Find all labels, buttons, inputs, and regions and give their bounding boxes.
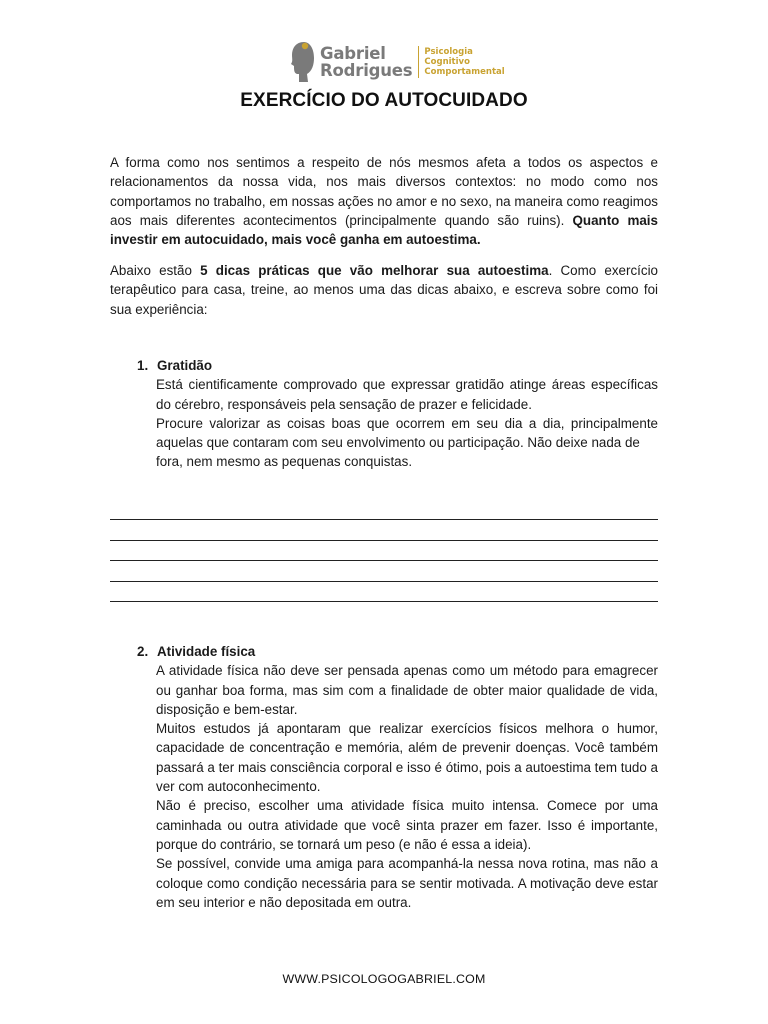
tip-paragraph: Procure valorizar as coisas boas que ocorrem em seu dia a dia, principalmente aquelas que contaram com seu envolvimento ou participação. Não deixe nada de: [156, 415, 658, 451]
page-title: EXERCÍCIO DO AUTOCUIDADO: [240, 90, 528, 111]
intro-paragraph-2-bold: 5 dicas práticas que vão melhorar sua autoestima: [200, 263, 549, 278]
intro-paragraph-1: [110, 153, 658, 249]
answer-line[interactable]: [110, 541, 658, 561]
tip-paragraph: Muitos estudos já apontaram que realizar exercícios físicos melhora o humor, capacidade de concentração e memória, além de prevenir doenças. Você também passará a ter mais consciência corporal e isso é ótimo, pois a autoestima tem tudo a ver com autoconhecimento.: [156, 721, 658, 795]
brand-logo: [288, 40, 505, 84]
tip-number: 1.: [137, 358, 149, 373]
intro-paragraph-2-start: Abaixo estão: [110, 263, 201, 278]
intro-paragraph-2-end: . Como exercício terapêutico para casa, treine, ao menos uma das dicas abaixo, e escreva sobre como foi sua experiência:: [110, 263, 658, 317]
logo-name: [320, 45, 412, 79]
logo-tag-line-2: Cognitivo: [424, 57, 470, 67]
answer-line[interactable]: [110, 500, 658, 520]
tip-body: [156, 661, 658, 912]
logo-tag-line-3: Comportamental: [424, 67, 505, 77]
intro-paragraph-1-text: A forma como nos sentimos a respeito de nós mesmos afeta a todos os aspectos e relacionamentos da nossa vida, nos mais diversos contextos: no modo como nos comportamos no trabalho, em nossas ações no amor e no sexo, na maneira como reagimos aos mais diferentes acontecimentos (principalmente quando são ruins).: [110, 155, 658, 228]
tip-paragraph: Está cientificamente comprovado que expressar gratidão atinge áreas específicas do cérebro, responsáveis pela sensação de prazer e felicidade.: [156, 377, 658, 412]
tip-section-gratitude: [110, 356, 658, 472]
tip-body: [156, 375, 658, 471]
tip-paragraph: Se possível, convide uma amiga para acompanhá-la nessa nova rotina, mas não a coloque como condição necessária para se sentir motivada. A motivação deve estar em seu interior e não depositada em outra.: [156, 856, 658, 910]
tip-title: Gratidão: [157, 358, 213, 373]
answer-line[interactable]: [110, 582, 658, 602]
tip-paragraph: Não é preciso, escolher uma atividade física muito intensa. Comece por uma caminhada ou outra atividade que você sinta prazer em fazer. Isso é importante, porque do contrário, se tornará um peso (e não é essa a ideia).: [156, 798, 658, 852]
tip-number: 2.: [137, 644, 149, 659]
intro-paragraph-1-bold: Quanto mais investir em autocuidado, mais você ganha em autoestima.: [110, 212, 658, 248]
tip-section-physical-activity: [110, 642, 658, 912]
logo-tag-line-1: Psicologia: [424, 47, 473, 57]
head-profile-icon: [288, 40, 316, 84]
tip-heading: [110, 356, 658, 375]
answer-line[interactable]: [110, 561, 658, 581]
tip-paragraph: fora, nem mesmo as pequenas conquistas.: [156, 454, 413, 470]
intro-paragraph-2: [110, 261, 658, 319]
answer-line[interactable]: [110, 520, 658, 540]
tip-paragraph: A atividade física não deve ser pensada apenas como um método para emagrecer ou ganhar boa forma, mas sim com a finalidade de obter maior qualidade de vida, disposição e bem-estar.: [156, 663, 658, 717]
footer-website: WWW.PSICOLOGOGABRIEL.COM: [282, 972, 486, 986]
answer-lines[interactable]: [110, 500, 658, 602]
logo-tagline: [424, 47, 504, 77]
tip-heading: [110, 642, 658, 661]
tip-title: Atividade física: [157, 644, 256, 659]
logo-name-last: Rodrigues: [320, 61, 413, 80]
logo-name-first: Gabriel: [320, 44, 386, 63]
logo-divider: [418, 46, 419, 78]
